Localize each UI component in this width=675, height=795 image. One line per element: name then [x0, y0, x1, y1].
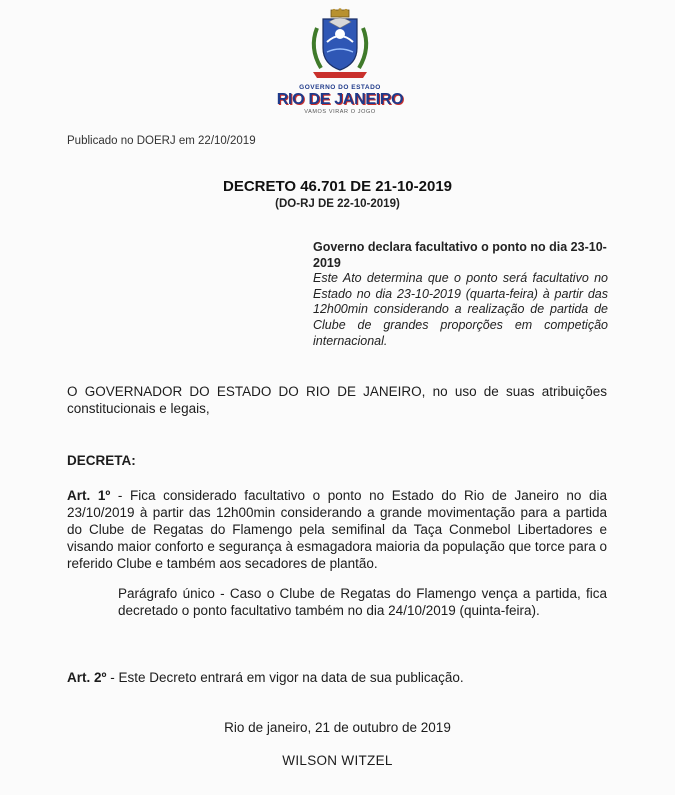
preamble-paragraph: O GOVERNADOR DO ESTADO DO RIO DE JANEIRO, no uso de suas atribuições constitucionais e legais, — [67, 384, 607, 416]
article-1 — [67, 487, 607, 572]
article-1-text: - Fica considerado facultativo o ponto no Estado do Rio de Janeiro no dia 23/10/2019 à partir das 12h00min considerando a grande movimentação para a partida do Clube de Regatas do Flamengo pela semifinal da Taça Conmebol Libertadores e visando maior conforto e segurança à esmagadora maioria da população que torce para o referido Clube e também aos secadores de plantão. — [67, 488, 607, 571]
coat-of-arms-icon — [305, 8, 375, 82]
ementa-block — [313, 240, 608, 349]
state-coat-of-arms-logo — [270, 8, 410, 120]
place-date: Rio de janeiro, 21 de outubro de 2019 — [224, 720, 451, 735]
decree-subtitle: (DO-RJ DE 22-10-2019) — [275, 198, 400, 210]
decreta-heading: DECRETA: — [67, 453, 136, 468]
signature-name: WILSON WITZEL — [282, 753, 393, 768]
article-2-text: - Este Decreto entrará em vigor na data de sua publicação. — [106, 670, 464, 685]
article-1-label: Art. 1º — [67, 488, 111, 503]
ementa-body: Este Ato determina que o ponto será facultativo no Estado no dia 23-10-2019 (quarta-feira) à partir das 12h00min considerando a realização de partida de Clube de grandes proporções em competição internacional. — [313, 271, 608, 348]
article-2-label: Art. 2º — [67, 670, 107, 685]
paragrafo-unico: Parágrafo único - Caso o Clube de Regatas do Flamengo vença a partida, fica decretado o ponto facultativo também no dia 24/10/2019 (quinta-feira). — [118, 586, 607, 618]
ementa-title: Governo declara facultativo o ponto no dia 23-10-2019 — [313, 240, 607, 270]
article-2 — [67, 669, 607, 686]
publication-note: Publicado no DOERJ em 22/10/2019 — [67, 135, 256, 147]
logo-main-text: RIO DE JANEIRO — [276, 91, 404, 108]
logo-top-text: GOVERNO DO ESTADO — [299, 84, 381, 91]
decree-title: DECRETO 46.701 DE 21-10-2019 — [222, 178, 452, 195]
logo-slogan: VAMOS VIRAR O JOGO — [304, 109, 376, 115]
